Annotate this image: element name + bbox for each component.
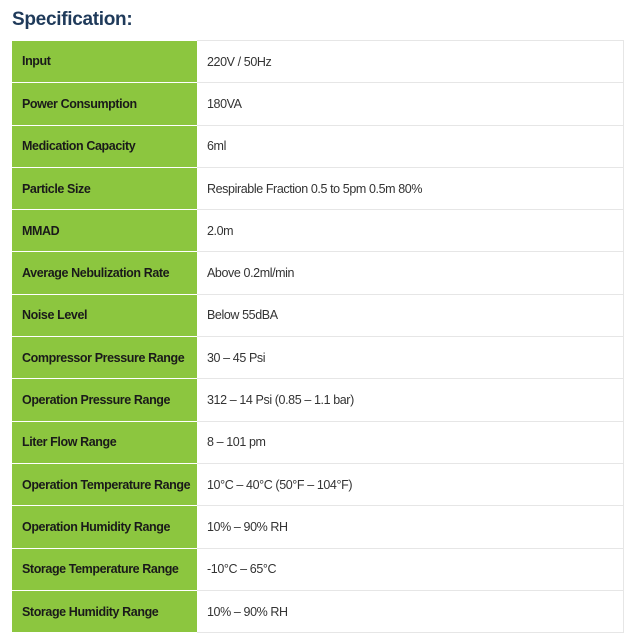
row-value: 312 – 14 Psi (0.85 – 1.1 bar) [197,379,624,421]
row-value: Above 0.2ml/min [197,252,624,294]
table-row [12,210,624,252]
row-label: Operation Temperature Range [12,463,197,505]
row-value: 30 – 45 Psi [197,337,624,379]
row-value: Respirable Fraction 0.5 to 5pm 0.5m 80% [197,167,624,209]
row-label: Particle Size [12,167,197,209]
table-row [12,125,624,167]
table-row [12,294,624,336]
row-value: -10°C – 65°C [197,548,624,590]
table-row [12,590,624,632]
row-value: Below 55dBA [197,294,624,336]
row-value: 10°C – 40°C (50°F – 104°F) [197,463,624,505]
table-row [12,421,624,463]
table-row [12,83,624,125]
row-label: Liter Flow Range [12,421,197,463]
row-value: 220V / 50Hz [197,41,624,83]
table-row [12,463,624,505]
row-label: Power Consumption [12,83,197,125]
table-row [12,167,624,209]
row-label: Compressor Pressure Range [12,337,197,379]
row-label: Operation Pressure Range [12,379,197,421]
row-label: Average Nebulization Rate [12,252,197,294]
row-value: 10% – 90% RH [197,506,624,548]
row-value: 6ml [197,125,624,167]
table-row [12,506,624,548]
row-value: 10% – 90% RH [197,590,624,632]
table-row [12,252,624,294]
row-value: 2.0m [197,210,624,252]
row-value: 8 – 101 pm [197,421,624,463]
table-row [12,41,624,83]
table-row [12,379,624,421]
page-title: Specification: [12,9,133,30]
table-row [12,337,624,379]
row-label: Storage Temperature Range [12,548,197,590]
row-label: Input [12,41,197,83]
row-label: Medication Capacity [12,125,197,167]
table-row [12,548,624,590]
row-label: MMAD [12,210,197,252]
row-value: 180VA [197,83,624,125]
row-label: Storage Humidity Range [12,590,197,632]
row-label: Noise Level [12,294,197,336]
row-label: Operation Humidity Range [12,506,197,548]
spec-table [12,40,624,633]
